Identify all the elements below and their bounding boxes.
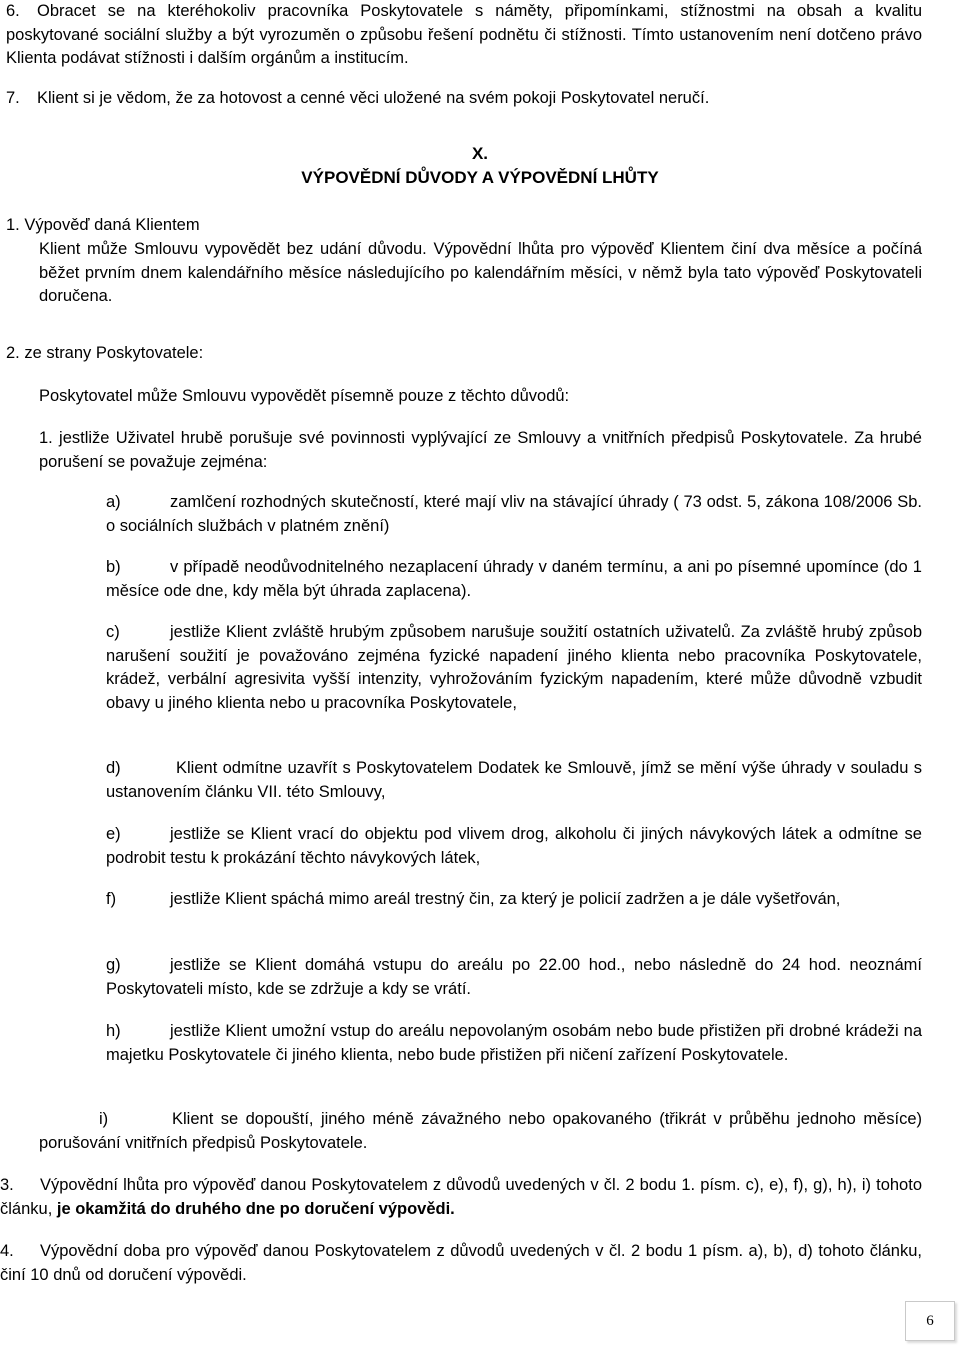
section-title: VÝPOVĚDNÍ DŮVODY A VÝPOVĚDNÍ LHŮTY [301,168,659,187]
paragraph-3-bold: je okamžitá do druhého dne po doručení výpovědi. [56,1199,455,1218]
reason-label: e) [106,825,121,843]
reason-text: jestliže Klient spáchá mimo areál trestný čin, za který je policií zadržen a je dále vyšetřován, [170,890,841,908]
reason-d [106,757,922,804]
reason-a [106,491,922,538]
list-item-number: 6. [6,2,20,20]
reason-label: c) [106,623,120,641]
reason-label: b) [106,558,121,576]
reason-i [39,1108,922,1155]
reason-text: v případě neodůvodnitelného nezaplacení úhrady v daném termínu, a ani po písemné upomínce (do 1 měsíce ode dne, kdy měla být úhrada zaplacena). [106,558,922,600]
reason-label: d) [106,759,121,777]
paragraph-1-heading: 1. Výpověď daná Klientem [6,216,200,234]
paragraph-3-text: Výpovědní lhůta pro výpověď danou Poskytovatelem z důvodů uvedených v čl. 2 bodu 1. písm. c), e), f), g), h), i) tohoto článku, [0,1176,922,1218]
paragraph-3-number: 3. [0,1176,14,1194]
paragraph-2-heading: 2. ze strany Poskytovatele: [6,344,204,362]
reason-label: f) [106,890,117,908]
paragraph-4-number: 4. [0,1242,14,1260]
paragraph-4 [0,1240,922,1287]
reason-label: i) [99,1110,109,1128]
reason-h [106,1020,922,1067]
reason-c [106,621,922,715]
reason-text: jestliže se Klient domáhá vstupu do areálu po 22.00 hod., nebo následně do 24 hod. neoznámí Poskytovateli místo, kde se zdržuje a kdy se vrátí. [106,956,922,998]
reason-f [106,888,922,912]
reason-text: jestliže Klient zvláště hrubým způsobem narušuje soužití ostatních uživatelů. Za zvláště hrubý způsob narušení soužití je považováno zejména fyzické napadení jiného klienta nebo pracovníka Poskytovatele, krádež, verbální agresivita vyšší intenzity, vyhrožováním fyzickým napadením, které může důvodně vzbudit obavy u jiného klienta nebo u pracovníka Poskytovatele, [106,623,922,712]
reason-label: g) [106,956,121,974]
section-number: X. [471,144,489,163]
list-item-text: Obracet se na kteréhokoliv pracovníka Poskytovatele s náměty, připomínkami, stížnostmi na obsah a kvalitu poskytované sociální služby a být vyrozuměn o způsobu řešení podnětu či stížnosti. Tímto ustanovením není dotčeno právo Klienta podávat stížnosti i dalším orgánům a institucím. [6,2,922,67]
reason-text: jestliže Klient umožní vstup do areálu nepovolaným osobám nebo bude přistižen při drobné krádeži na majetku Poskytovatele či jiného klienta, nebo bude přistižen při ničení zařízení Poskytovatele. [106,1022,922,1064]
reason-text: zamlčení rozhodných skutečností, které mají vliv na stávající úhrady ( 73 odst. 5, zákona 108/2006 Sb. o sociálních službách v platném znění) [106,493,922,535]
reason-text: Klient odmítne uzavřít s Poskytovatelem Dodatek ke Smlouvě, jímž se mění výše úhrady v souladu s ustanovením článku VII. této Smlouvy, [106,759,922,801]
reason-text: Klient se dopouští, jiného méně závažného nebo opakovaného (třikrát v průběhu jednoho měsíce) porušování vnitřních předpisů Poskytovatele. [39,1110,922,1152]
paragraph-3 [0,1174,922,1221]
list-item-text: Klient si je vědom, že za hotovost a cenné věci uložené na svém pokoji Poskytovatel neručí. [37,89,710,107]
page-number: 6 [905,1301,955,1341]
reason-label: a) [106,493,121,511]
list-item-6 [6,0,922,71]
list-item-number: 7. [6,89,20,107]
reason-b [106,556,922,603]
list-item-7 [6,87,922,111]
paragraph-4-text: Výpovědní doba pro výpověď danou Poskytovatelem z důvodů uvedených v čl. 2 bodu 1 písm. a), b), d) tohoto článku, činí 10 dnů od doručení výpovědi. [0,1242,922,1284]
reason-e [106,823,922,870]
reason-label: h) [106,1022,121,1040]
reason-g [106,954,922,1001]
paragraph-1-text: Klient může Smlouvu vypovědět bez udání důvodu. Výpovědní lhůta pro výpověď Klientem činí dva měsíce a počíná běžet prvním dnem kalendářního měsíce následujícího po kalendářním měsíci, v němž byla tato výpověď Poskytovateli doručena. [39,240,922,305]
paragraph-2-intro: Poskytovatel může Smlouvu vypovědět písemně pouze z těchto důvodů: [39,387,570,405]
reason-text: jestliže se Klient vrací do objektu pod vlivem drog, alkoholu či jiných návykových látek a odmítne se podrobit testu k prokázání těchto návykových látek, [106,825,922,867]
paragraph-2-sub1: 1. jestliže Uživatel hrubě porušuje své povinnosti vyplývající ze Smlouvy a vnitřních předpisů Poskytovatele. Za hrubé porušení se považuje zejména: [39,429,922,471]
